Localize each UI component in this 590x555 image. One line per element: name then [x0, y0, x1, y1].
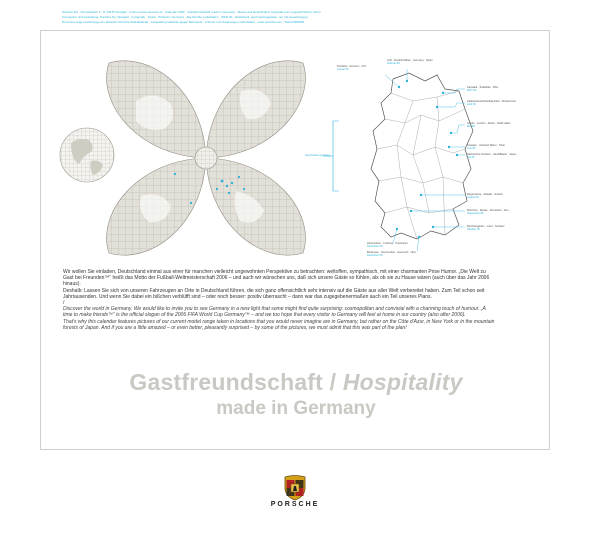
headline-line-2: made in Germany [216, 398, 376, 419]
germany-map [371, 69, 473, 251]
intro-de-paragraph-2: Deshalb: Lassen Sie sich von unseren Fahrzeugen an Orte in Deutschland führen, die sich ganz offensichtlich sehr intensiv auf die Gäste aus aller Welt vorbereitet haben. Zum Teil schon seit Jahrtausenden. Und wenn Sie dabei ein bißchen verblüfft sind – oder noch besser: positiv überrascht – dann war das zugegebenermaßen auch ein Teil unseres Plans. [63, 287, 485, 300]
map-label-name: Lloyds · London · Dubai · Stadt Hafen [467, 122, 511, 125]
map-label-sub: Juni 06 [467, 147, 476, 150]
map-label-name: Sächsische Schweiz · Sand/Bastei · Japan [467, 153, 517, 156]
map-label-12 [367, 251, 416, 257]
map-label-sub: September 06 [467, 212, 484, 215]
headline-line-1 [41, 369, 551, 396]
porsche-wordmark: PORSCHE [270, 501, 320, 508]
headline-slash: / [323, 369, 343, 395]
map-label-name: Golf · Frankfurt/Main · Germany · Spain [387, 59, 433, 62]
map-label-name: Berchtesgaden · Land · Schweiz [467, 225, 505, 228]
germany-map-caption: Geschnitzte Germany [305, 154, 331, 157]
map-label-sub: Februar 06 [387, 62, 400, 65]
map-label-sub: August 06 [467, 196, 479, 199]
map-label-name: Frankfurt · Zentrum · Ffm [337, 65, 367, 68]
map-label-7 [467, 153, 516, 159]
map-label-sub: April 06 [467, 103, 476, 106]
map-label-sub: Oktober 06 [467, 228, 480, 231]
map-label-sub: November 06 [367, 245, 383, 248]
map-label-name: Kalahariwüste/Nordkapstadt · Wüstenrand [467, 100, 516, 103]
header-fineprint-1: Porsche AG · Porscheplatz 1 · D-70435 Stuttgart · Internet www.porsche.de · Kalender 2006 · Gastfreundschaft made in Germany · Motive aus Deutschland, fotografiert an ungewöhnlichen Orten [62, 10, 321, 14]
map-label-name: Regensburg · Altstadt · Ontario [467, 193, 503, 196]
calendar-cover [40, 30, 550, 450]
map-label-3 [467, 86, 498, 92]
map-artwork [41, 31, 551, 271]
map-label-sub: März 06 [467, 89, 477, 92]
map-label-8 [467, 193, 503, 199]
header-fineprint-3: Die Fotos zeigen Fahrzeuge der aktuellen Porsche Modellpalette · Ausstattung teilweise gegen Mehrpreis · Irrtümer und Änderungen vorbehalten · www.porsche.com · Stand 08/2005 [62, 20, 305, 24]
world-petal-map [107, 61, 306, 255]
map-label-4 [467, 100, 516, 106]
language-separator: / [63, 300, 65, 307]
map-label-name: Dresden · Verband Tafern · Tokio [467, 144, 505, 147]
map-label-6 [467, 144, 505, 150]
headline-english: Hospitality [342, 369, 463, 395]
headline [41, 369, 551, 420]
map-label-sub: Mai 06 [467, 125, 475, 128]
map-label-9 [467, 209, 509, 215]
map-label-2 [387, 59, 433, 65]
intro-de-paragraph-1: Wir wollen Sie einladen, Deutschland einmal aus einer für manchen vielleicht ungewohnten Perspektive zu betrachten: weltoffen, sympathisch, mit einer charmanten Prise Humor. „Die Welt zu Gast bei Freunden™“ heißt das Motto der Fußball-Weltmeisterschaft 2006 – und auch wir wünschen uns, daß sich unsere Gäste so fühlen, als ob sie zu Hause wären (auch über das Jahr 2006 hinaus). [63, 269, 490, 288]
map-label-sub: Dezember 06 [367, 254, 383, 257]
intro-en-paragraph-2: That's why this calendar features pictures of our current model range taken in locations that you would never imagine are in Germany, but rather on the Côte d'Azur, in New York or in the mountain forests of Japan. And if you are a little amazed – or even better, pleasantly surprised – by some of the pictures, we must admit that this was part of the plan! [63, 318, 495, 331]
map-label-sub: Juli 06 [467, 156, 475, 159]
porsche-crest-icon [284, 475, 306, 501]
map-label-11 [367, 242, 408, 248]
header-fineprint-2: Konzeption und Gestaltung: Porsche AG, Stuttgart · Fotografie · Druck · Printed in Germany · Alle Rechte vorbehalten · WKD 00 · Nachdruck, auch auszugsweise, nur mit Genehmigung [62, 15, 308, 19]
headline-german: Gastfreundschaft [129, 369, 324, 395]
intro-text [63, 269, 495, 331]
globe-icon [60, 128, 114, 182]
map-label-10 [467, 225, 505, 231]
map-label-name: München · Messe · Rumänien · Abu [467, 209, 509, 212]
map-label-sub: Januar 06 [337, 68, 349, 71]
map-label-name: Hinterzarten · Freiburg · Frankreich [367, 242, 408, 245]
map-label-name: Kapstadt · Südafrika · RSA [467, 86, 499, 89]
map-label-5 [467, 122, 511, 128]
intro-en-paragraph-1: Discover the world in Germany. We would like to invite you to see Germany in a new light that some might find quite surprising: cosmopolitan and convivial with a charming touch of humour. „A time to make friends™“ is the official slogan of the 2006 FIFA World Cup Germany™ – and we too hope that every visitor to Germany will feel at home in our country (also after 2006). [63, 306, 486, 319]
map-label-1 [337, 65, 366, 71]
map-label-name: Bodensee · Insel Lindau · Garmisch · Nice [367, 251, 416, 254]
